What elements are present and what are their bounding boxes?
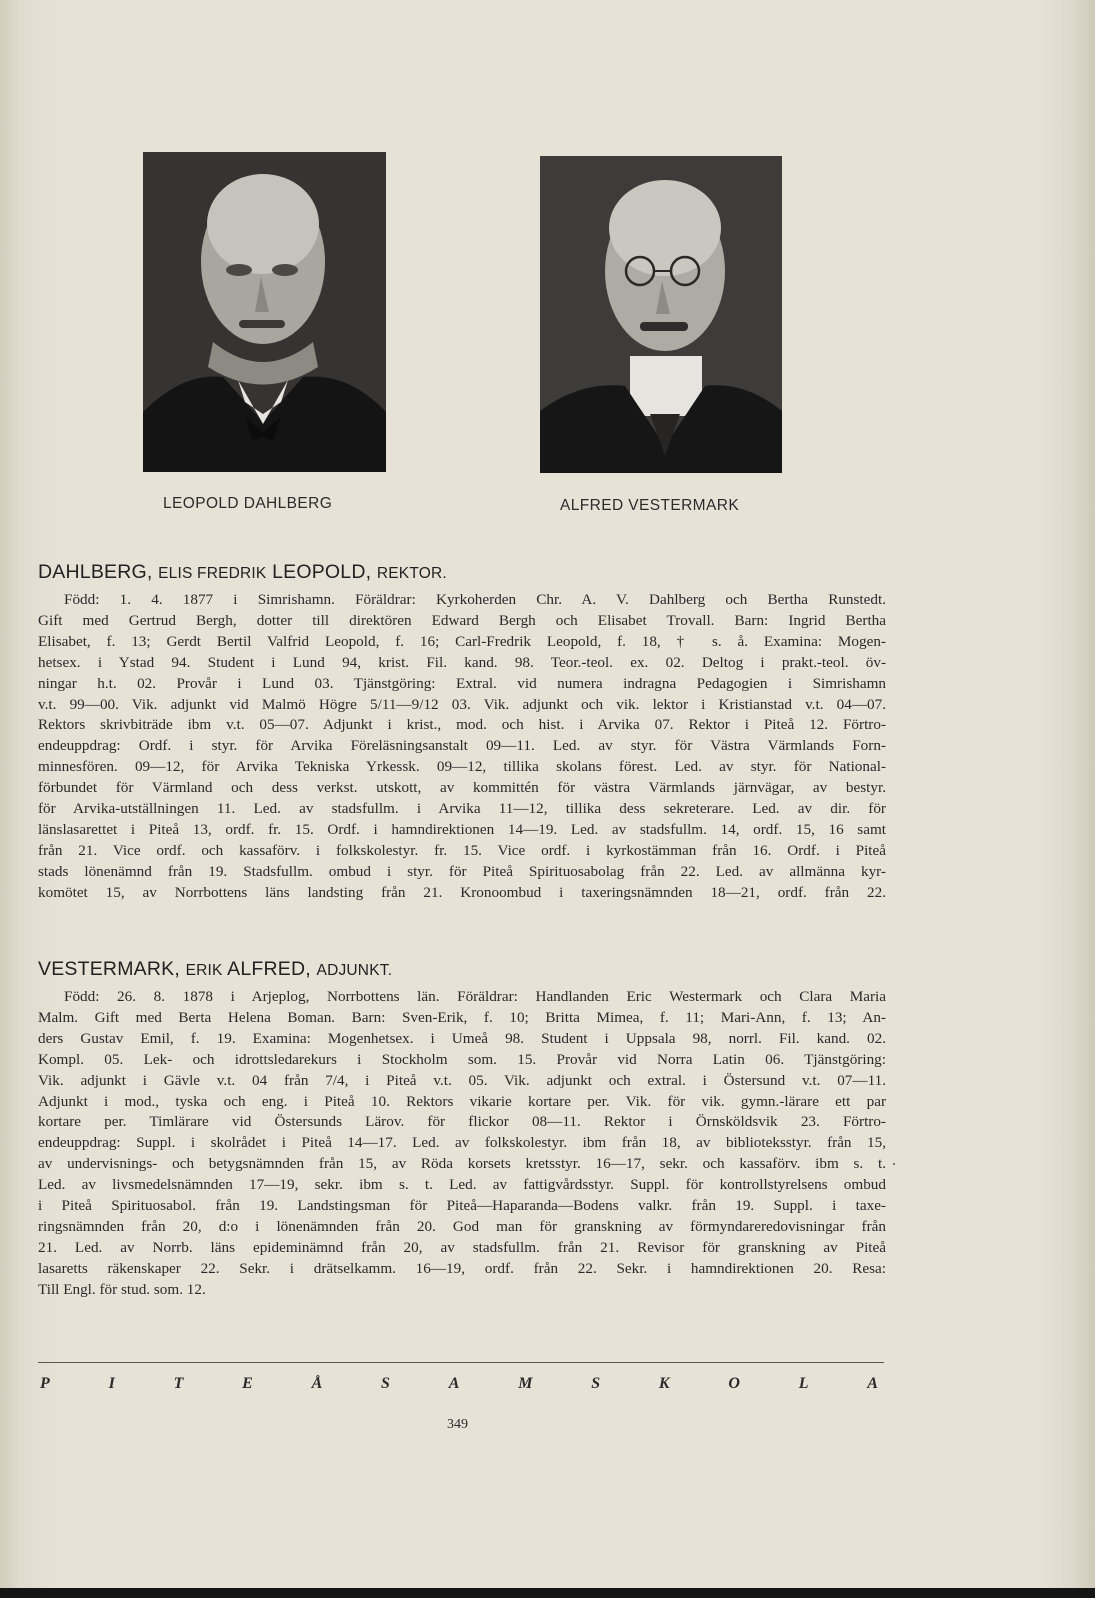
- footer-letter: L: [798, 1375, 809, 1392]
- biography-entry-vestermark: [38, 958, 886, 1301]
- body-line: Till Engl. för stud. som. 12.: [38, 1280, 206, 1298]
- body-line: Född: 1. 4. 1877 i Simrishamn. Föräldrar: Kyrkoherden Chr. A. V. Dahlberg och Bertha Runstedt.: [64, 591, 886, 608]
- body-line: ringsnämnden från 20, d:o i lönenämnden från 20. God man för granskning av förmyndareredovisningar från: [38, 1217, 886, 1235]
- footer-letter: M: [518, 1375, 533, 1392]
- body-line: 21. Led. av Norrb. läns epideminämnd från 20, av stadsfullm. från 21. Revisor för granskning av Piteå: [38, 1238, 886, 1256]
- biography-entry-dahlberg: [38, 561, 886, 904]
- body-line: endeuppdrag: Ordf. i styr. för Arvika Föreläsningsanstalt 09—11. Led. av styr. för Västra Värmlands Forn-: [38, 737, 886, 755]
- body-line: Gift med Gertrud Bergh, dotter till direktören Edward Bergh och Elisabet Trovall. Barn: Ingrid Bertha: [38, 611, 886, 629]
- footer-letter: E: [242, 1375, 253, 1392]
- body-line: Elisabet, f. 13; Gerdt Bertil Valfrid Leopold, f. 16; Carl-Fredrik Leopold, f. 18, † s. å. Examina: Mogen-: [38, 632, 886, 650]
- footer-letter: S: [381, 1375, 390, 1392]
- footer-letter: T: [173, 1375, 184, 1392]
- body-line: förbundet för Värmland och dess verkst. utskott, av kommittén för västra Värmlands järnvägar, av bestyr.: [38, 779, 886, 797]
- page-number: 349: [447, 1417, 468, 1432]
- entry-heading: [38, 958, 886, 981]
- body-line: komötet 15, av Norrbottens läns landsting från 21. Kronoombud i taxeringsnämnden 18—21, ordf. från 22.: [38, 883, 886, 901]
- body-line: från 21. Vice ordf. och kassaförv. i folkskolestyr. fr. 15. Vice ordf. i kyrkostämman från 16. Ordf. i Piteå: [38, 841, 886, 859]
- footer-letter: Å: [311, 1375, 323, 1392]
- running-footer-school-name: [40, 1375, 878, 1393]
- entry-body: [38, 590, 886, 904]
- portrait-photo-leopold-dahlberg: [143, 152, 386, 472]
- heading-call-name: ALFRED,: [227, 958, 311, 980]
- photo-caption-right: ALFRED VESTERMARK: [560, 497, 740, 514]
- footer-rule: [38, 1362, 884, 1363]
- heading-call-name: LEOPOLD,: [272, 561, 372, 583]
- print-speck: [893, 1163, 895, 1165]
- entry-body: [38, 987, 886, 1301]
- body-line: av undervisnings- och betygsnämnden från 15, av Röda korsets kretsstyr. 16—17, sekr. och kassaförv. ibm s. t.: [38, 1155, 886, 1173]
- body-line: hetsex. i Ystad 94. Student i Lund 94, krist. Fil. kand. 98. Teor.-teol. ex. 02. Deltog i prakt.-teol. öv-: [38, 653, 886, 671]
- footer-letter: O: [728, 1375, 740, 1392]
- footer-letter: P: [40, 1375, 50, 1392]
- entry-heading: [38, 561, 886, 584]
- heading-given-names: ELIS FREDRIK: [158, 565, 267, 582]
- heading-given-names: ERIK: [185, 962, 223, 979]
- body-line: i Piteå Spirituosabol. från 19. Landstingsman för Piteå—Haparanda—Bodens valkr. från 19. Suppl. i taxe-: [38, 1197, 886, 1215]
- body-line: Led. av livsmedelsnämnden 17—19, sekr. ibm s. t. Led. av fattigvårdsstyr. Suppl. för kontrollstyrelsens ombud: [38, 1176, 886, 1194]
- photo-caption-left: LEOPOLD DAHLBERG: [163, 495, 333, 512]
- body-line: kortare per. Timlärare vid Östersunds Lärov. för flickor 08—11. Rektor i Örnsköldsvik 23. Förtro-: [38, 1113, 886, 1131]
- heading-surname: DAHLBERG,: [38, 561, 153, 583]
- footer-letter: A: [448, 1375, 460, 1392]
- body-line: Född: 26. 8. 1878 i Arjeplog, Norrbottens län. Föräldrar: Handlanden Eric Westermark och Clara Maria: [64, 988, 886, 1005]
- body-line: minnesfören. 09—12, för Arvika Tekniska Yrkessk. 09—12, tillika skolans förest. Led. av styr. för National-: [38, 758, 886, 776]
- heading-title: REKTOR.: [376, 565, 447, 582]
- footer-letter: K: [658, 1375, 670, 1392]
- body-line: Kompl. 05. Lek- och idrottsledarekurs i Stockholm som. 15. Provår vid Norra Latin 06. Tjänstgöring:: [38, 1050, 886, 1068]
- portrait-photo-alfred-vestermark: [540, 156, 782, 473]
- body-line: Vik. adjunkt i Gävle v.t. 04 från 7/4, i Piteå v.t. 05. Vik. adjunkt och extral. i Östersund v.t. 07—11.: [38, 1071, 886, 1089]
- footer-letter: I: [108, 1375, 115, 1392]
- body-line: ders Gustav Emil, f. 19. Examina: Mogenhetsex. i Umeå 98. Student i Uppsala 98, norrl. Fil. kand. 02.: [38, 1029, 886, 1047]
- heading-surname: VESTERMARK,: [38, 958, 180, 980]
- body-line: länslasarettet i Piteå 13, ordf. fr. 15. Ordf. i hamndirektionen 14—19. Led. av stadsfullm. 14, ordf. 15, 16 samt: [38, 820, 886, 838]
- body-line: ningar h.t. 02. Provår i Lund 03. Tjänstgöring: Extral. vid numera indragna Pedagogien i Simrishamn: [38, 674, 886, 692]
- scan-edge-band: [0, 1588, 1095, 1598]
- body-line: stads lönenämnd från 19. Stadsfullm. ombud i styr. för Piteå Spirituosabolag från 22. Led. av allmänna kyr-: [38, 862, 886, 880]
- body-line: för Arvika-utställningen 11. Led. av stadsfullm. i Arvika 11—12, tillika dess sekreterare. Led. av dir. för: [38, 800, 886, 818]
- body-line: lasaretts räkenskaper 22. Sekr. i drätselkamm. 16—19, ordf. från 22. Sekr. i hamndirektionen 20. Resa:: [38, 1259, 886, 1277]
- body-line: Malm. Gift med Berta Helena Boman. Barn: Sven-Erik, f. 10; Britta Mimea, f. 11; Mari-Ann, f. 13; An-: [38, 1008, 886, 1026]
- body-line: endeuppdrag: Suppl. i skolrådet i Piteå 14—17. Led. av folkskolestyr. ibm från 18, av biblioteksstyr. från 15,: [38, 1134, 886, 1152]
- body-line: Rektors skrivbiträde ibm v.t. 05—07. Adjunkt i krist., mod. och hist. i Arvika 07. Rektor i Piteå 12. Förtro-: [38, 716, 886, 734]
- heading-title: ADJUNKT.: [316, 962, 393, 979]
- footer-letter: S: [591, 1375, 601, 1392]
- footer-letter: A: [867, 1375, 878, 1392]
- body-line: Adjunkt i mod., tyska och eng. i Piteå 10. Rektors vikarie kortare per. Vik. för vik. gymn.-lärare ett par: [38, 1092, 886, 1110]
- body-line: v.t. 99—00. Vik. adjunkt vid Malmö Högre 5/11—9/12 03. Vik. adjunkt och vik. lektor i Kristianstad v.t. 04—07.: [38, 695, 886, 713]
